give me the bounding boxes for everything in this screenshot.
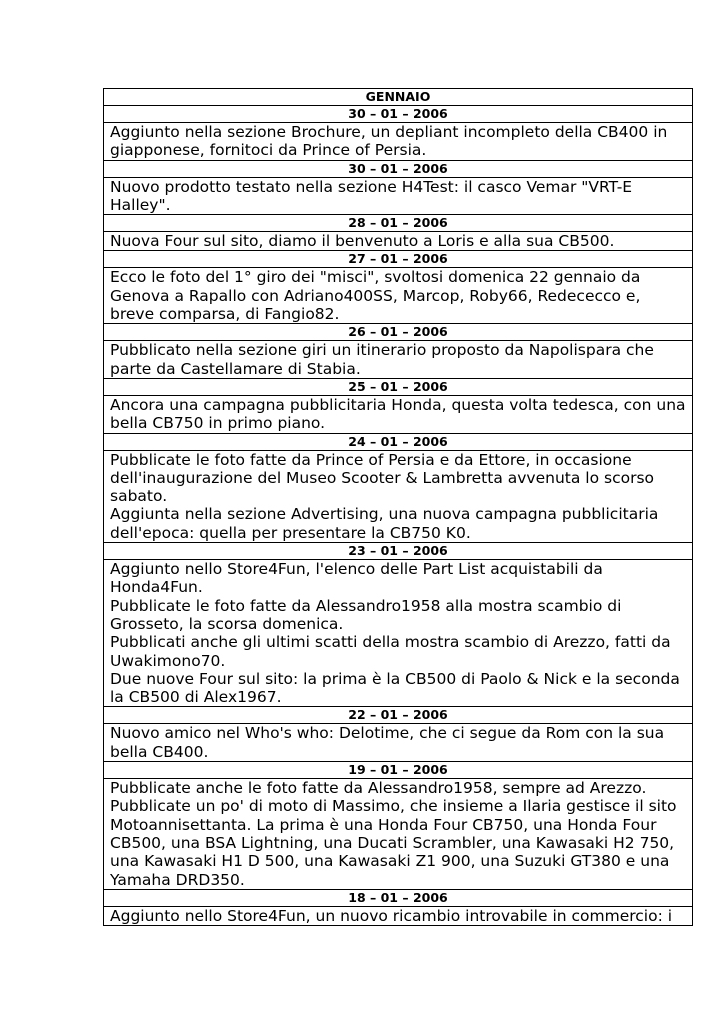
entry-row — [104, 123, 693, 161]
entry-text — [104, 450, 693, 542]
entry-paragraph: Nuovo amico nel Who's who: Delotime, che ci segue da Rom con la sua bella CB400. — [110, 724, 665, 761]
entry-paragraph: Aggiunto nello Store4Fun, l'elenco delle Part List acquistabili da Honda4Fun. — [110, 560, 603, 597]
date-row — [104, 378, 693, 395]
entry-date: 28 – 01 – 2006 — [104, 215, 693, 232]
news-table — [103, 88, 693, 926]
entry-paragraph: Nuovo prodotto testato nella sezione H4Test: il casco Vemar "VRT-E Halley". — [110, 177, 633, 214]
entry-row — [104, 395, 693, 433]
entry-paragraph: Nuova Four sul sito, diamo il benvenuto a Loris e alla sua CB500. — [110, 232, 615, 251]
entry-text — [104, 123, 693, 161]
month-row — [104, 89, 693, 106]
entry-paragraph: Ancora una campagna pubblicitaria Honda, questa volta tedesca, con una bella CB750 in primo piano. — [110, 395, 686, 433]
entry-text — [104, 395, 693, 433]
date-row — [104, 106, 693, 123]
entry-date: 19 – 01 – 2006 — [104, 762, 693, 779]
entry-text — [104, 341, 693, 379]
entry-text — [104, 177, 693, 215]
entry-row — [104, 177, 693, 215]
entry-paragraph: Aggiunto nella sezione Brochure, un depliant incompleto della CB400 in giapponese, fornitoci da Prince of Persia. — [110, 123, 668, 160]
entry-date: 30 – 01 – 2006 — [104, 160, 693, 177]
entry-row — [104, 560, 693, 707]
entry-row — [104, 450, 693, 542]
date-row — [104, 543, 693, 560]
entry-date: 26 – 01 – 2006 — [104, 324, 693, 341]
entry-row — [104, 232, 693, 251]
date-row — [104, 160, 693, 177]
entry-date: 27 – 01 – 2006 — [104, 251, 693, 268]
entry-date: 18 – 01 – 2006 — [104, 889, 693, 906]
entry-text — [104, 560, 693, 707]
entry-row — [104, 906, 693, 925]
entry-paragraph: Pubblicate le foto fatte da Alessandro1958 alla mostra scambio di Grosseto, la scorsa domenica. — [110, 596, 622, 633]
entry-paragraph: Pubblicato nella sezione giri un itinerario proposto da Napolispara che parte da Castellamare di Stabia. — [110, 341, 654, 378]
entry-text — [104, 724, 693, 762]
entry-text — [104, 268, 693, 324]
date-row — [104, 324, 693, 341]
news-page — [103, 88, 693, 926]
entry-row — [104, 724, 693, 762]
entry-date: 30 – 01 – 2006 — [104, 106, 693, 123]
entry-row — [104, 268, 693, 324]
date-row — [104, 889, 693, 906]
entry-paragraph: Pubblicate le foto fatte da Prince of Persia e da Ettore, in occasione dell'inaugurazione del Museo Scooter & Lambretta avvenuta lo scorso sabato. — [110, 450, 655, 506]
entry-paragraph: Aggiunto nello Store4Fun, un nuovo ricambio introvabile in commercio: i — [110, 906, 673, 925]
entry-row — [104, 341, 693, 379]
date-row — [104, 215, 693, 232]
entry-row — [104, 779, 693, 890]
date-row — [104, 762, 693, 779]
entry-date: 25 – 01 – 2006 — [104, 378, 693, 395]
entry-paragraph: Aggiunta nella sezione Advertising, una nuova campagna pubblicitaria dell'epoca: quella per presentare la CB750 K0. — [110, 505, 659, 542]
entry-text — [104, 779, 693, 890]
entry-date: 24 – 01 – 2006 — [104, 433, 693, 450]
month-heading: GENNAIO — [104, 89, 693, 106]
entry-paragraph: Pubblicati anche gli ultimi scatti della mostra scambio di Arezzo, fatti da Uwakimono70. — [110, 633, 671, 670]
date-row — [104, 433, 693, 450]
date-row — [104, 251, 693, 268]
date-row — [104, 707, 693, 724]
entry-paragraph: Pubblicate anche le foto fatte da Alessandro1958, sempre ad Arezzo. — [110, 779, 647, 798]
entry-text — [104, 906, 693, 925]
entry-date: 22 – 01 – 2006 — [104, 707, 693, 724]
entry-paragraph: Due nuove Four sul sito: la prima è la CB500 di Paolo & Nick e la seconda la CB500 di Alex1967. — [110, 669, 680, 707]
entry-paragraph: Pubblicate un po' di moto di Massimo, che insieme a Ilaria gestisce il sito Motoannisettanta. La prima è una Honda Four CB750, una Honda Four CB500, una BSA Lightning, una Ducati Scrambler, una Kawasaki H2 750, una Kawasaki H1 D 500, una Kawasaki Z1 900, una Suzuki GT380 e una Yamaha DRD350. — [110, 797, 677, 889]
entry-text — [104, 232, 693, 251]
entry-date: 23 – 01 – 2006 — [104, 543, 693, 560]
entry-paragraph: Ecco le foto del 1° giro dei "misci", svoltosi domenica 22 gennaio da Genova a Rapallo con Adriano400SS, Marcop, Roby66, Redececco e, breve comparsa, di Fangio82. — [110, 268, 641, 324]
